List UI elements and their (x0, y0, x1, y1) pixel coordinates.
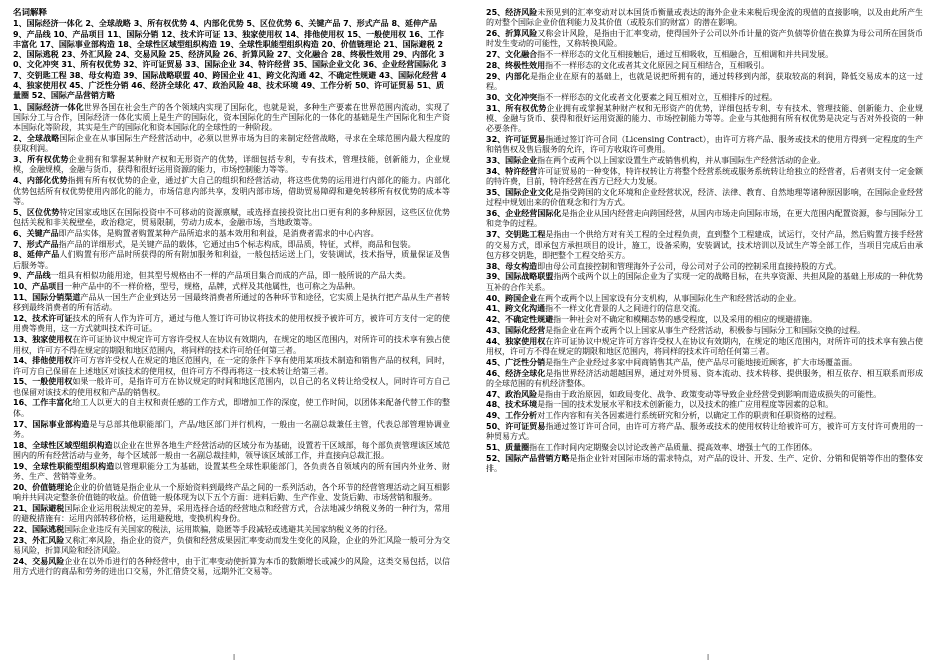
definition-term: 16、工作丰富化 (13, 398, 73, 408)
definition-term: 1、国际经济一体化 (13, 102, 84, 112)
definition-text: 是指一国的技术发展水平和技术创新能力，以及技术的推广应用程度等因素的总和。 (537, 400, 834, 410)
definition-text: 国际企业在从事国际生产经营活动中，必须以世界市场为目的来制定经营战略，寻求在全球范围内最大程度的获取利润。 (13, 134, 450, 154)
definition-text: 特定国家或地区在国际投资中不可移动的资源禀赋，或选择直接投资比出口更有利的多种原因，这些区位优势包括关税和非关税壁垒，政治稳定，贸易限制，劳动力成本，金融市场，当地政策等。 (13, 207, 450, 227)
definition-entry (13, 483, 450, 504)
definition-entry (13, 176, 450, 207)
definition-term: 43、国际化经营 (486, 325, 546, 335)
definition-entry (13, 240, 450, 250)
definition-term: 48、技术环境 (486, 400, 538, 410)
definition-term: 15、一般使用权 (13, 377, 73, 387)
definition-term: 42、不确定性规避 (486, 315, 554, 325)
definition-text: 以企业在世界各地生产经营活动的区域分布为基础，设置若干区域部，每个部负责管理该区域范围内的所有经营活动与业务，每个区域部一般由一名副总裁挂帅，领导该区域部工作，并直接向总裁汇报。 (13, 440, 450, 460)
definition-term: 40、跨国企业 (486, 293, 538, 303)
definition-term: 29、内部化 (486, 71, 531, 81)
definition-text: 即产品实体，是购置者购置某种产品所追求的基本效用和利益，是消费者需求的中心内容。 (58, 228, 379, 238)
definition-text: 指两个或两个以上的国际企业为了实现一定的战略目标，在共享资源、共担风险的基础上形成的一种优势互补的合作关系。 (486, 272, 923, 292)
definition-entry (13, 420, 450, 441)
definition-term: 13、独家使用权 (13, 335, 73, 345)
definition-term: 5、区位优势 (13, 207, 60, 217)
definition-term: 26、折算风险 (486, 29, 538, 39)
definition-entry (486, 209, 923, 230)
definition-text: 指不一样形态的文化或者其文化原因之间互相结合，互相吸引。 (545, 60, 770, 70)
definition-term: 10、产品项目 (13, 282, 65, 292)
definition-text: 即由母公司直接控制和管理海外子公司，母公司对子公司的控制采用直接持股的方式。 (537, 261, 842, 271)
definition-entry (13, 250, 450, 271)
definition-term: 12、技术许可证 (13, 314, 73, 324)
definition-term: 21、国际避税 (13, 503, 65, 513)
definition-entry (486, 262, 923, 272)
definition-text: 是指企业针对国际市场的需求特点，对产品的设计、开发、生产、定价、分销和促销等作出的整体安排。 (486, 453, 923, 474)
definition-term: 39、国际战略联盟 (486, 272, 554, 282)
definition-term: 6、关键产品 (13, 228, 59, 238)
definition-text: 国际企业运用税法规定的差异，采用选择合适的经营地点和经营方式，合法地减少纳税义务的一种行为，常用的避税措施有：运用内部转移价格，运用避税地，变换机构身份。 (13, 503, 450, 524)
definition-entry (486, 50, 923, 60)
right-column (486, 8, 923, 611)
definition-text: 指通过签订许可合同，由许可方将产品、服务或技术的使用权转让给被许可方，被许可方支付许可费用的一种贸易方式。 (486, 422, 923, 442)
left-page-mark: I (232, 653, 236, 662)
definition-text: 又称汇率风险，指企业的资产，负债和经营成果因汇率变动而发生变化的风险，企业的外汇风险一般可分为交易风险，折算风险和经济风险。 (13, 535, 450, 556)
definition-text: 国际企业违反有关国家的税法，运用欺骗，隐匿等手段减轻或逃避其关国家纳税义务的行径。 (64, 525, 393, 535)
definition-text: 对工作内容和有关各因素进行系统研究和分析，以确定工作的职责和任职资格的过程。 (537, 411, 842, 421)
definition-entry (13, 134, 450, 155)
definition-text: 给工人以更大的自主权和责任感的工作方式，即增加工作的深度，使工作时间，以团体来配备代替工作的整体。 (13, 398, 450, 418)
definition-entry (486, 326, 923, 336)
definition-term: 31、所有权优势 (486, 103, 547, 113)
definition-entry (13, 377, 450, 398)
definition-entry (486, 230, 923, 261)
definition-entry (486, 156, 923, 166)
definition-entry (486, 167, 923, 188)
definition-term: 28、终极性效用 (486, 60, 546, 70)
right-entries-list (486, 8, 923, 475)
definition-text: 是指企业在原有的基础上，也就是说把所拥有的，通过转移到内部，获取较高的利润，降低交易成本的这一过程。 (486, 71, 923, 92)
definition-text: 企业的价值链是指企业从一个原始资料到最终产品之间的一系列活动，各个环节的经营管理活动之间互相影响并共同决定整条价值链的收益。价值链一般体现为以下五个方面：进料后勤、生产作业、发货后勤、市场营销和服务。 (13, 482, 450, 503)
definition-text: 指一种社会对不确定和模糊态势的感受程度，以及采用的相应的规避措施。 (553, 315, 818, 325)
definition-entry (13, 293, 450, 314)
definition-term: 7、形式产品 (13, 239, 59, 249)
definition-entry (486, 294, 923, 304)
definition-entry (13, 229, 450, 239)
definition-text: 指拥有所有权优势的企业，通过扩大自己的组织和经营活动，将这些优势的运用进行内部化的能力。内部化优势包括所有权优势使用内部化的能力，市场信息内部共享，发明内部市场，借助贸易障碍和避免转移所有权优势的成本等等。 (13, 176, 450, 206)
definition-term: 50、许可证贸易 (486, 422, 546, 432)
definition-entry (486, 188, 923, 209)
definition-text: 未预见到的汇率变动对以本国货币衡量或表达的海外企业未来税后现金流的现值的直接影响，以及由此所产生的对整个国际企业价值利能力及其价值（或股东们的财富）的潜在影响。 (486, 8, 923, 28)
definition-term: 18、全球性区域型组织构造 (13, 440, 113, 450)
definition-entry (13, 271, 450, 281)
definition-text: 产品从一国生产企业到达另一国最终消费者所通过的各种环节和途径，它实质上是执行把产品从生产者转移到最终消费者的所有活动。 (13, 293, 450, 313)
definition-text: 指不一样文化背景的人之间进行的信息交流。 (545, 304, 706, 314)
definition-entry (486, 411, 923, 421)
definition-text: 许可证贸易的一种变体，特许权转让方将整个经营系统或服务系统转让给独立的经营者，后者则支付一定金额的特许费，目前，特许经营在西方已经大力发展。 (486, 166, 923, 187)
definition-term: 24、交易风险 (13, 556, 65, 566)
definition-text: 如果一般许可，是指许可方在协议规定的时间和地区范围内，以自己的名义转让给受权人，同时许可方自己也保留对该技术的使用权和产品的销售权。 (13, 377, 450, 397)
definition-term: 4、内部化优势 (13, 176, 68, 186)
definition-entry (486, 315, 923, 325)
definition-text: 一种产品中的不一样价格，型号，规格，品牌，式样及其他属性，也可称之为品种。 (64, 282, 361, 292)
definition-entry (486, 72, 923, 93)
definition-entry (13, 314, 450, 335)
definition-entry (13, 557, 450, 578)
definition-entry (13, 335, 450, 356)
definition-entry (486, 390, 923, 400)
definition-text: 指在工作时间内定期聚会以讨论改善产品质量、提高效率、增强士气的工作团体。 (529, 443, 818, 453)
left-entries-list (13, 103, 450, 578)
definition-text: 指通过签订许可合同（Licensing Contract），由许可方将产品、服务或技术的使用方得到一定程度的生产和销售权及售后服务的允许，许可方收取许可费用。 (486, 135, 923, 155)
definition-text: 世界各国在社会生产的各个领域内实现了国际化，也就是说，多种生产要素在世界范围内流动，实现了国际分工与合作，国际经济一体化实质上是生产的国际化，资本国际化的生产国际化的一体化的基础是生产国际化和生产资本国际化等阶段，其实是生产的国际化和资本国际化的全球性的一种阶段。 (13, 102, 450, 133)
definition-text: 人们购置有形产品时所获得的所有附加服务和利益，一般包括运送上门，安装调试，技术指导，质量保证及售后服务等。 (13, 250, 450, 270)
definition-text: 是指企业在两个或两个以上国家从事生产经营活动，积极参与国际分工和国际交换的过程。 (545, 325, 866, 335)
definition-text: 技术的所有人作为许可方，通过与他人签订许可协议将技术的使用权授予被许可方，被许可方支付一定的使用费等费用，这一方式就叫技术许可证。 (13, 314, 450, 334)
definition-entry (13, 282, 450, 292)
definition-entry (13, 525, 450, 535)
definition-term: 51、质量圈 (486, 443, 530, 453)
definition-text: 又称会计风险，是指由于汇率变动，使得国外子公司以外币计量的资产负债等价值在换算为母公司所在国货币时发生变动的可能性，又称转换风险。 (486, 29, 923, 49)
definition-text: 企业拥有或掌握某种财产权和无形资产的优势，详细包括专利、专有技术、管理技能、创新能力、企业规模、金融与货币、获得和很好运用资源的能力、市场控制能力等等。企业与其他拥有所有权优势是决定与否对外投资的一种必要条件。 (486, 103, 923, 134)
definition-entry (13, 504, 450, 525)
definition-entry (486, 135, 923, 156)
definition-entry (486, 443, 923, 453)
definition-term: 9、产品线 (13, 271, 51, 281)
definition-term: 25、经济风险 (486, 8, 538, 17)
definition-term: 23、外汇风险 (13, 535, 65, 545)
definition-term: 30、文化冲突 (486, 92, 538, 102)
definition-term: 36、企业经营国际化 (486, 209, 562, 219)
definition-term: 3、所有权优势 (13, 155, 69, 165)
definition-text: 是指由于政治原因，如政局变化、战争、政策变动等导致企业经营受到影响而造成损失的可能性。 (537, 389, 882, 399)
definition-term: 2、全球战略 (13, 134, 60, 144)
definition-text: 以管理职能分工为基础，设置某些全球性职能部门，各负责各自领域内的所有国内外业务、财务、生产、营销等业务。 (13, 461, 450, 482)
definition-entry (486, 337, 923, 358)
definition-entry (486, 272, 923, 293)
definition-text: 企业在以外币进行的各种经营中，由于汇率变动使折算为本币的数额增长或减少的风险，这类交易包括，以信用方式进行的商品和劳务的进出口交易，外汇借贷交易，远期外汇交易等。 (13, 556, 450, 577)
definition-entry (13, 462, 450, 483)
definition-text: 是指生产企业经过多家中间商销售其产品，使产品尽可能地接近顾客，扩大市场覆盖面。 (545, 357, 858, 367)
definition-entry (486, 422, 923, 443)
definition-entry (13, 356, 450, 377)
terms-index: 1、国际经济一体化 2、全球战略 3、所有权优势 4、内部化优势 5、区位优势 6、关键产品 7、形式产品 8、延伸产品 9、产品线 10、产品项目 11、国际分销 12、技术许可证 13、独家使用权 14、排他使用权 15、一般使用权 16、工作丰富化 17、国际事业部构造 18、全球性区域型组织构造 19、全球性职能型组织构造 20、价值链理论 21、国际避税 22、国际逃税 23、外汇风险 24、交易风险 25、经济风险 26、折算风险 27、文化融合 28、终极性效用 29、内部化 30、文化冲突 31、所有权优势 32、许可证贸易 33、国际企业 34、特许经营 35、国际企业文化 36、企业经营国际化 37、交钥匙工程 38、母女构造 39、国际战略联盟 40、跨国企业 41、跨文化沟通 42、不确定性规避 43、国际化经营 44、独家使用权 45、广泛性分销 46、经济全球化 47、政治风险 48、技术环境 49、工作分析 50、许可证贸易 51、质量圈 52、国际产品营销方略 (13, 19, 447, 101)
definition-term: 11、国际分销渠道 (13, 293, 81, 303)
definition-text: 指不一样形态的文化互相接触后，通过互相吸收，互相融合，互相调和并共同发展。 (537, 50, 834, 60)
document-title: 名词解释 (13, 8, 48, 18)
definition-entry (486, 358, 923, 368)
definition-term: 27、文化融合 (486, 50, 538, 60)
left-column (13, 8, 450, 648)
definition-entry (13, 441, 450, 462)
definition-entry (13, 155, 450, 176)
definition-term: 49、工作分析 (486, 411, 538, 421)
definition-entry (486, 369, 923, 390)
definition-text: 一组具有相似功能用途，但其型号规格由不一样的产品项目集合而成的产品，即一般所说的产品大类。 (50, 271, 411, 281)
definition-text: 在许可证协议中规定许可方容许受权人在协议有效期内，在规定的地区范围内，对所许可的技术享有独占使用权，许可方不得在规定的期限和地区范围内，将同样的技术许可给任何第三者。 (486, 336, 923, 356)
definition-term: 44、独家使用权 (486, 336, 546, 346)
definition-entry (486, 93, 923, 103)
definition-entry (13, 536, 450, 557)
definition-text: 是指世界经济活动超越国界，通过对外贸易、资本流动、技术转移、提供服务，相互依存、相互联系而形成的全球范围的有机经济整体。 (486, 368, 923, 388)
definition-text: 企业拥有和掌握某种财产权和无形资产的优势，详细包括专利，专有技术，管理技能，创新能力，企业规模，金融规模，金融与货币，获得和很好运用资源的能力，市场控制能力等等。 (13, 155, 450, 175)
definition-term: 32、许可证贸易 (486, 135, 546, 145)
definition-entry (486, 29, 923, 50)
definition-term: 8、延伸产品 (13, 250, 60, 260)
definition-term: 45、广泛性分销 (486, 357, 546, 367)
definition-entry (486, 304, 923, 314)
definition-term: 37、交钥匙工程 (486, 230, 546, 240)
definition-term: 38、母女构造 (486, 261, 538, 271)
definition-entry (486, 454, 923, 475)
definition-entry (486, 8, 923, 29)
definition-term: 52、国际产品营销方略 (486, 453, 570, 463)
definition-term: 35、国际企业文化 (486, 188, 554, 198)
definition-text: 许可方容许受权人在规定的地区范围内，在一定的条件下享有使用某项技术制造和销售产品的权利，同时，许可方自己保留在上述地区对该技术的使用权，但许可方不得再将这一技术转让给第三者。 (13, 356, 450, 376)
definition-entry (13, 103, 450, 134)
definition-text: 指不一样形态的文化或者文化要素之间互相对立，互相排斥的过程。 (537, 92, 778, 102)
definition-entry (486, 104, 923, 135)
definition-term: 33、国际企业 (486, 156, 538, 166)
definition-term: 20、价值链理论 (13, 482, 73, 492)
definition-text: 是指企业从国内经营走向跨国经营，从国内市场走向国际市场，在更大范围内配置资源，参与国际分工和竞争的过程。 (486, 209, 923, 229)
right-page-mark: I (706, 653, 710, 662)
definition-text: 是指受跨国的文化环境和企业经营状况，经济、法律、教育、自然地理等诸种原因影响，在国际企业经营过程中规划出来的价值观念和行为方式。 (486, 188, 923, 208)
definition-text: 在许可证协议中规定许可方容许受权人在协议有效期内，在规定的地区范围内，对所许可的技术享有独占使用权，许可方不得在规定的期限和地区范围内，将同样的技术许可给任何第三者。 (13, 335, 450, 355)
definition-term: 19、全球性职能型组织构造 (13, 461, 115, 471)
definition-term: 41、跨文化沟通 (486, 304, 546, 314)
definition-term: 17、国际事业部构造 (13, 419, 90, 429)
definition-text: 指在两个或两个以上国家设置生产或销售机构，并从事国际生产经营活动的企业。 (537, 156, 826, 166)
definition-term: 46、经济全球化 (486, 368, 546, 378)
definition-entry (486, 400, 923, 410)
definition-text: 指产品的详细形式，是关键产品的载体，它通过由5个标志构成，即品质，特征，式样，商品和包装。 (58, 239, 416, 249)
definition-term: 47、政治风险 (486, 389, 538, 399)
definition-term: 34、特许经营 (486, 166, 538, 176)
definition-term: 22、国际逃税 (13, 525, 65, 535)
definition-entry (486, 61, 923, 71)
definition-text: 是指由一个供给方对有关工程的全过程负责，直到整个工程建成，试运行，交付产品，然后购置方接手经营的交易方式，即承包方承担项目的设计，施工，设备采购，安装调试，技术培训以及试生产等全部工作，当项目完成后由承包方移交钥匙，即把整个工程交给买方。 (486, 230, 923, 260)
definition-entry (13, 398, 450, 419)
definition-term: 14、排他使用权 (13, 356, 73, 366)
definition-text: 在两个或两个以上国家设有分支机构，从事国际化生产和经营活动的企业。 (537, 293, 802, 303)
definition-text: 是与总部其他职能部门，产品/地区部门并行机构，一般由一名副总裁兼任主管，代表总部管理协调业务。 (13, 419, 450, 439)
definition-entry (13, 208, 450, 229)
